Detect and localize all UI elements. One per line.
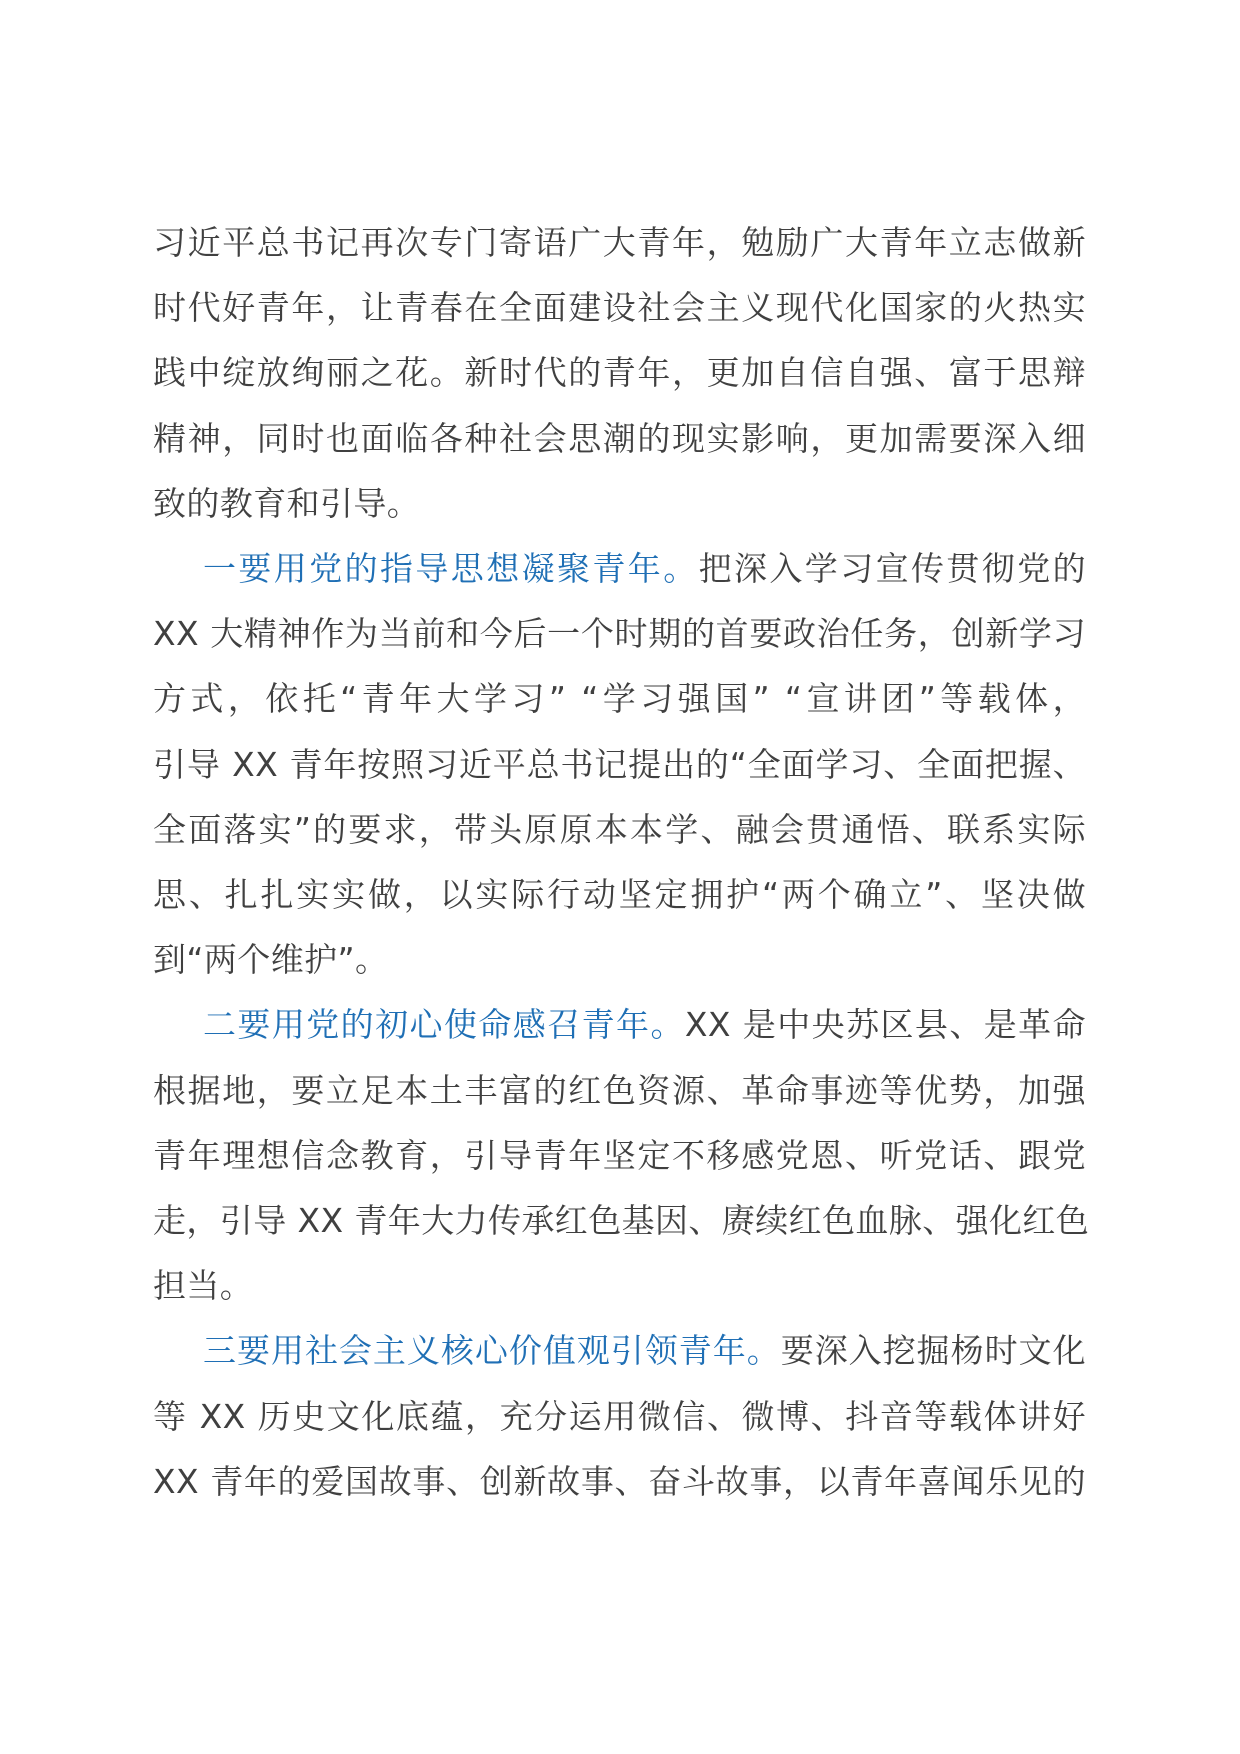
paragraph-line: 青年理想信念教育，引导青年坚定不移感党恩、听党话、跟党 [153,1135,1086,1175]
paragraph-line: 引导 XX 青年按照习近平总书记提出的“全面学习、全面把握、 [153,744,1086,784]
section-2-first-line-text: XX 是中央苏区县、是革命 [684,1005,1086,1045]
section-2-paragraph [153,992,1090,1318]
section-1-paragraph [153,536,1086,992]
paragraph-line: XX 大精神作为当前和今后一个时期的首要政治任务，创新学习 [153,614,1086,654]
paragraph-line: 担当。 [153,1266,254,1306]
section-1-first-line [153,536,1086,601]
paragraph-line: 方式，依托“青年大学习” “学习强国” “宣讲团”等载体， [153,679,1086,719]
section-3-paragraph [153,1318,1086,1514]
paragraph-line: XX 青年的爱国故事、创新故事、奋斗故事，以青年喜闻乐见的 [153,1461,1086,1501]
paragraph-line: 习近平总书记再次专门寄语广大青年，勉励广大青年立志做新 [153,223,1086,262]
paragraph-line: 时代好青年，让青春在全面建设社会主义现代化国家的火热实 [153,288,1086,328]
paragraph-line: 走，引导 XX 青年大力传承红色基因、赓续红色血脉、强化红色 [153,1201,1090,1241]
document-body [153,210,1090,1514]
section-2-first-line [153,992,1086,1057]
paragraph-line: 致的教育和引导。 [153,483,421,523]
section-1-first-line-text: 把深入学习宣传贯彻党的 [698,549,1086,589]
paragraph-line: 根据地，要立足本土丰富的红色资源、革命事迹等优势，加强 [153,1070,1086,1110]
paragraph-line: 践中绽放绚丽之花。新时代的青年，更加自信自强、富于思辩 [153,353,1086,393]
section-3-first-line-text: 要深入挖掘杨时文化 [780,1331,1086,1371]
paragraph-line: 到“两个维护”。 [153,940,389,980]
section-2-heading: 二要用党的初心使命感召青年。 [203,1005,685,1045]
paragraph-line: 等 XX 历史文化底蕴，充分运用微信、微博、抖音等载体讲好 [153,1396,1086,1436]
paragraph-line: 思、扎扎实实做，以实际行动坚定拥护“两个确立”、坚决做 [153,875,1086,915]
section-1-heading: 一要用党的指导思想凝聚青年。 [203,549,699,589]
section-3-first-line [153,1318,1086,1383]
paragraph-line: 全面落实”的要求，带头原原本本学、融会贯通悟、联系实际 [153,809,1086,849]
intro-paragraph [153,210,1086,536]
paragraph-line: 精神，同时也面临各种社会思潮的现实影响，更加需要深入细 [153,418,1086,458]
section-3-heading: 三要用社会主义核心价值观引领青年。 [203,1331,781,1371]
